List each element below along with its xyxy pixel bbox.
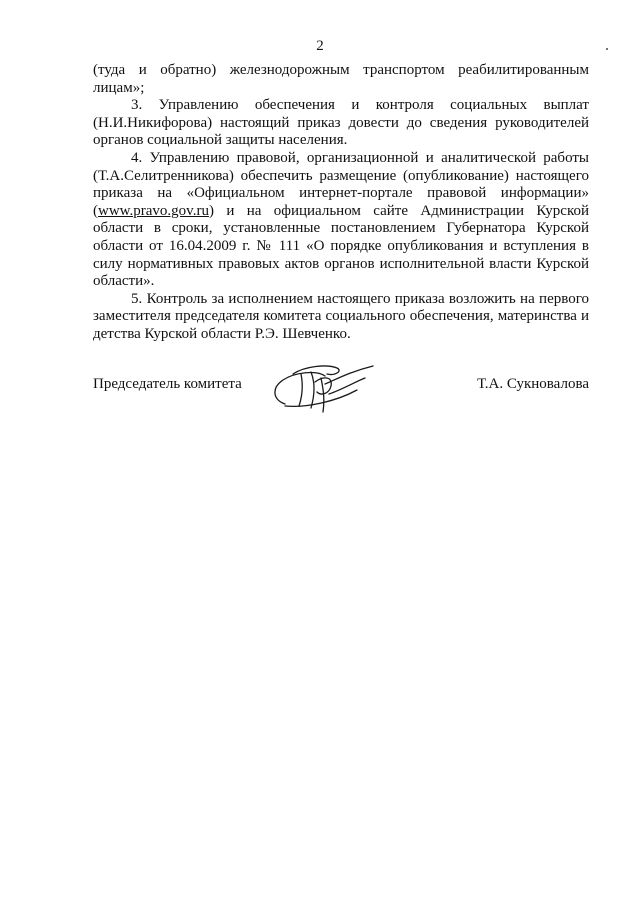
paragraph-item-4-text-start: 4. Управлению правовой, организационной и аналитической работы (Т.А.Селитренникова) обеспечить размещение (опубликование) настоящего приказа на «Официальном интернет-портале правовой информации» ( [93,149,589,219]
paragraph-continuation: (туда и обратно) железнодорожным транспортом реабилитированным лицам»; [93,62,589,96]
signature-block [93,374,589,418]
page-number: 2 [316,38,324,54]
paragraph-item-4-text-end: ) и на официальном сайте Администрации Курской области в сроки, установленные постановлением Губернатора Курской области от 16.04.2009 г. № 111 «О порядке опубликования и вступления в силу нормативных правовых актов органов исполнительной власти Курской области». [93,202,589,290]
pravo-gov-link[interactable]: www.pravo.gov.ru [98,202,209,219]
signatory-title: Председатель комитета [93,376,242,392]
document-body [93,62,589,344]
handwritten-signature-icon [265,354,385,418]
paragraph-item-4 [93,150,589,291]
paragraph-item-5: 5. Контроль за исполнением настоящего приказа возложить на первого заместителя председателя комитета социального обеспечения, материнства и детства Курской области Р.Э. Шевченко. [93,290,589,342]
signatory-name: Т.А. Сукновалова [477,376,589,392]
paragraph-item-3: 3. Управлению обеспечения и контроля социальных выплат (Н.И.Никифорова) настоящий приказ довести до сведения руководителей органов социальной защиты населения. [93,97,589,149]
